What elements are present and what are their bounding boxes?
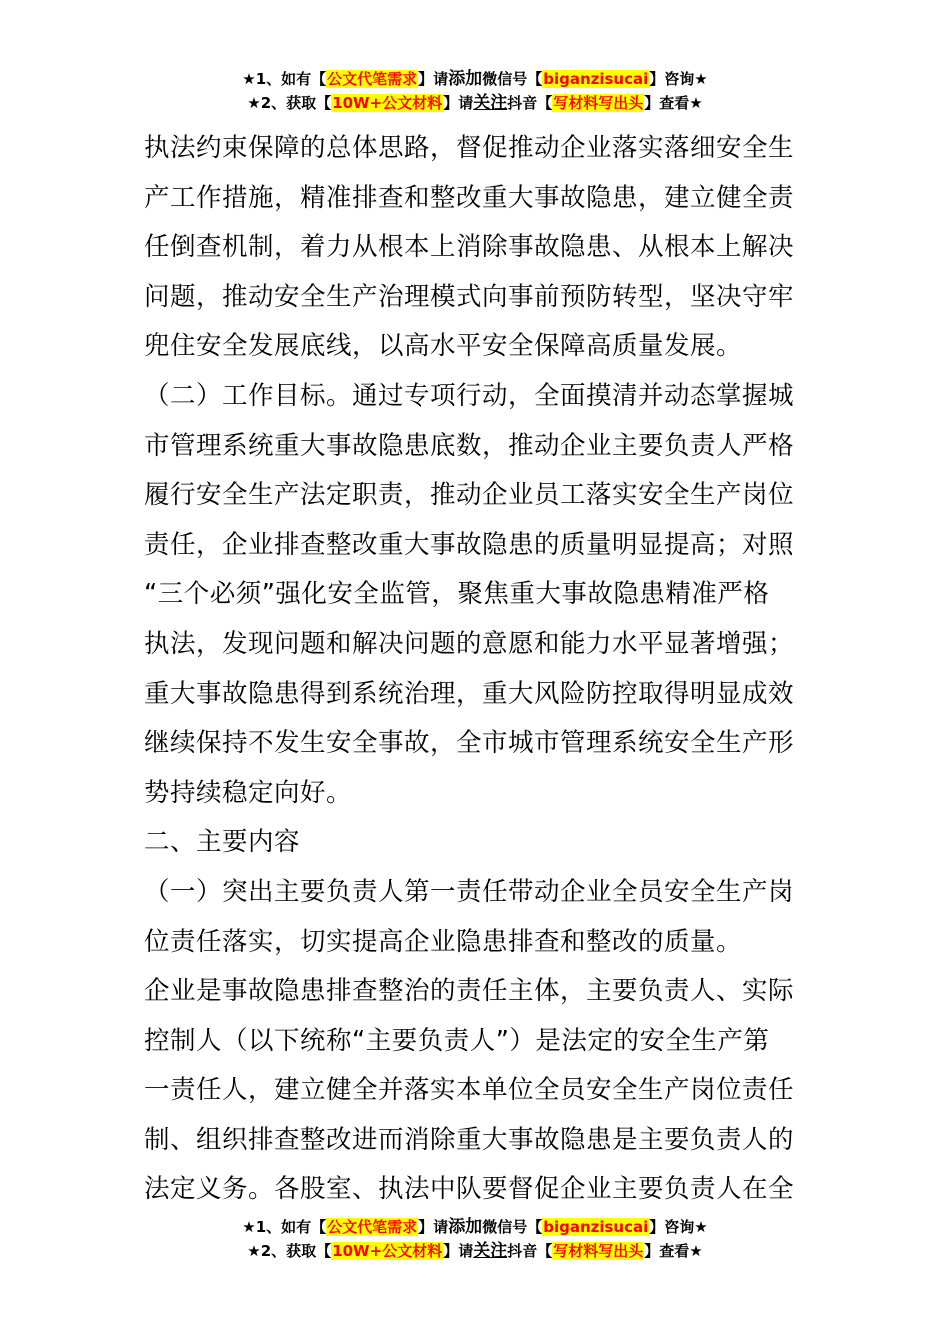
body-line: 产工作措施，精准排查和整改重大事故隐患，建立健全责	[144, 182, 795, 213]
footer-line-2-text: 】请	[443, 1242, 474, 1260]
body-line: （一）突出主要负责人第一责任带动企业全员安全生产岗	[144, 876, 795, 907]
footer-line-1-emphasis: 添加	[448, 1217, 483, 1237]
body-line: 责任，企业排查整改重大事故隐患的质量明显提高；对照	[144, 529, 795, 560]
header-banner	[0, 67, 950, 115]
body-line: 市管理系统重大事故隐患底数，推动企业主要负责人严格	[144, 430, 795, 461]
body-line: 重大事故隐患得到系统治理，重大风险防控取得明显成效	[144, 678, 795, 709]
body-line: （二）工作目标。通过专项行动，全面摸清并动态掌握城	[144, 380, 795, 411]
header-wechat-id: biganzisucai	[543, 70, 649, 88]
footer-line-2	[0, 1239, 950, 1263]
body-line: 执法约束保障的总体思路，督促推动企业落实落细安全生	[144, 133, 795, 163]
header-line-2	[0, 91, 950, 115]
body-line: 执法，发现问题和解决问题的意愿和能力水平显著增强；	[144, 628, 795, 659]
document-body	[144, 124, 809, 1215]
footer-line-1-highlight-service: 公文代笔需求	[327, 1218, 418, 1236]
header-line-1-emphasis: 添加	[448, 69, 483, 89]
footer-line-1	[0, 1215, 950, 1239]
body-line: 一责任人，建立健全并落实本单位全员安全生产岗位责任	[144, 1075, 795, 1106]
header-douyin-account: 写材料写出头	[553, 94, 644, 112]
body-line: 继续保持不发生安全事故，全市城市管理系统安全生产形	[144, 728, 795, 759]
header-line-1-highlight-service: 公文代笔需求	[327, 70, 418, 88]
body-line: 兜住安全发展底线，以高水平安全保障高质量发展。	[144, 331, 743, 362]
body-line: 企业是事故隐患排查整治的责任主体，主要负责人、实际	[144, 976, 795, 1007]
header-line-2-highlight-materials: 10W+公文材料	[332, 94, 443, 112]
header-line-2-prefix: ★2、获取【	[247, 94, 332, 112]
footer-line-2-highlight-materials: 10W+公文材料	[332, 1242, 443, 1260]
footer-line-2-suffix: 】查看★	[644, 1242, 703, 1260]
footer-douyin-account: 写材料写出头	[553, 1242, 644, 1260]
body-line: 问题，推动安全生产治理模式向事前预防转型，坚决守牢	[144, 281, 795, 312]
header-line-2-emphasis: 关注	[473, 93, 508, 113]
header-line-2-text-2: 抖音【	[507, 94, 553, 112]
section-heading: 二、主要内容	[144, 827, 301, 858]
footer-line-1-prefix: ★1、如有【	[242, 1218, 327, 1236]
footer-line-2-emphasis: 关注	[473, 1241, 508, 1261]
footer-banner	[0, 1215, 950, 1263]
body-line: “三个必须”强化安全监管，聚焦重大事故隐患精准严格	[144, 579, 770, 610]
header-line-1-text: 】请	[418, 70, 449, 88]
header-line-1-prefix: ★1、如有【	[242, 70, 327, 88]
body-line: 法定义务。各股室、执法中队要督促企业主要负责人在全	[144, 1174, 795, 1205]
header-line-2-suffix: 】查看★	[644, 94, 703, 112]
footer-line-2-prefix: ★2、获取【	[247, 1242, 332, 1260]
footer-line-1-text: 】请	[418, 1218, 449, 1236]
body-line: 任倒查机制，着力从根本上消除事故隐患、从根本上解决	[144, 232, 795, 263]
footer-line-1-suffix: 】咨询★	[649, 1218, 708, 1236]
body-line: 履行安全生产法定职责，推动企业员工落实安全生产岗位	[144, 480, 795, 511]
footer-line-1-text-2: 微信号【	[482, 1218, 543, 1236]
body-line: 制、组织排查整改进而消除重大事故隐患是主要负责人的	[144, 1124, 795, 1155]
body-line: 控制人（以下统称“主要负责人”）是法定的安全生产第	[144, 1025, 770, 1056]
header-line-2-text: 】请	[443, 94, 474, 112]
header-line-1	[0, 67, 950, 91]
body-line: 势持续稳定向好。	[144, 777, 353, 808]
body-line: 位责任落实，切实提高企业隐患排查和整改的质量。	[144, 926, 743, 957]
footer-line-2-text-2: 抖音【	[507, 1242, 553, 1260]
header-line-1-text-2: 微信号【	[482, 70, 543, 88]
header-line-1-suffix: 】咨询★	[649, 70, 708, 88]
footer-wechat-id: biganzisucai	[543, 1218, 649, 1236]
